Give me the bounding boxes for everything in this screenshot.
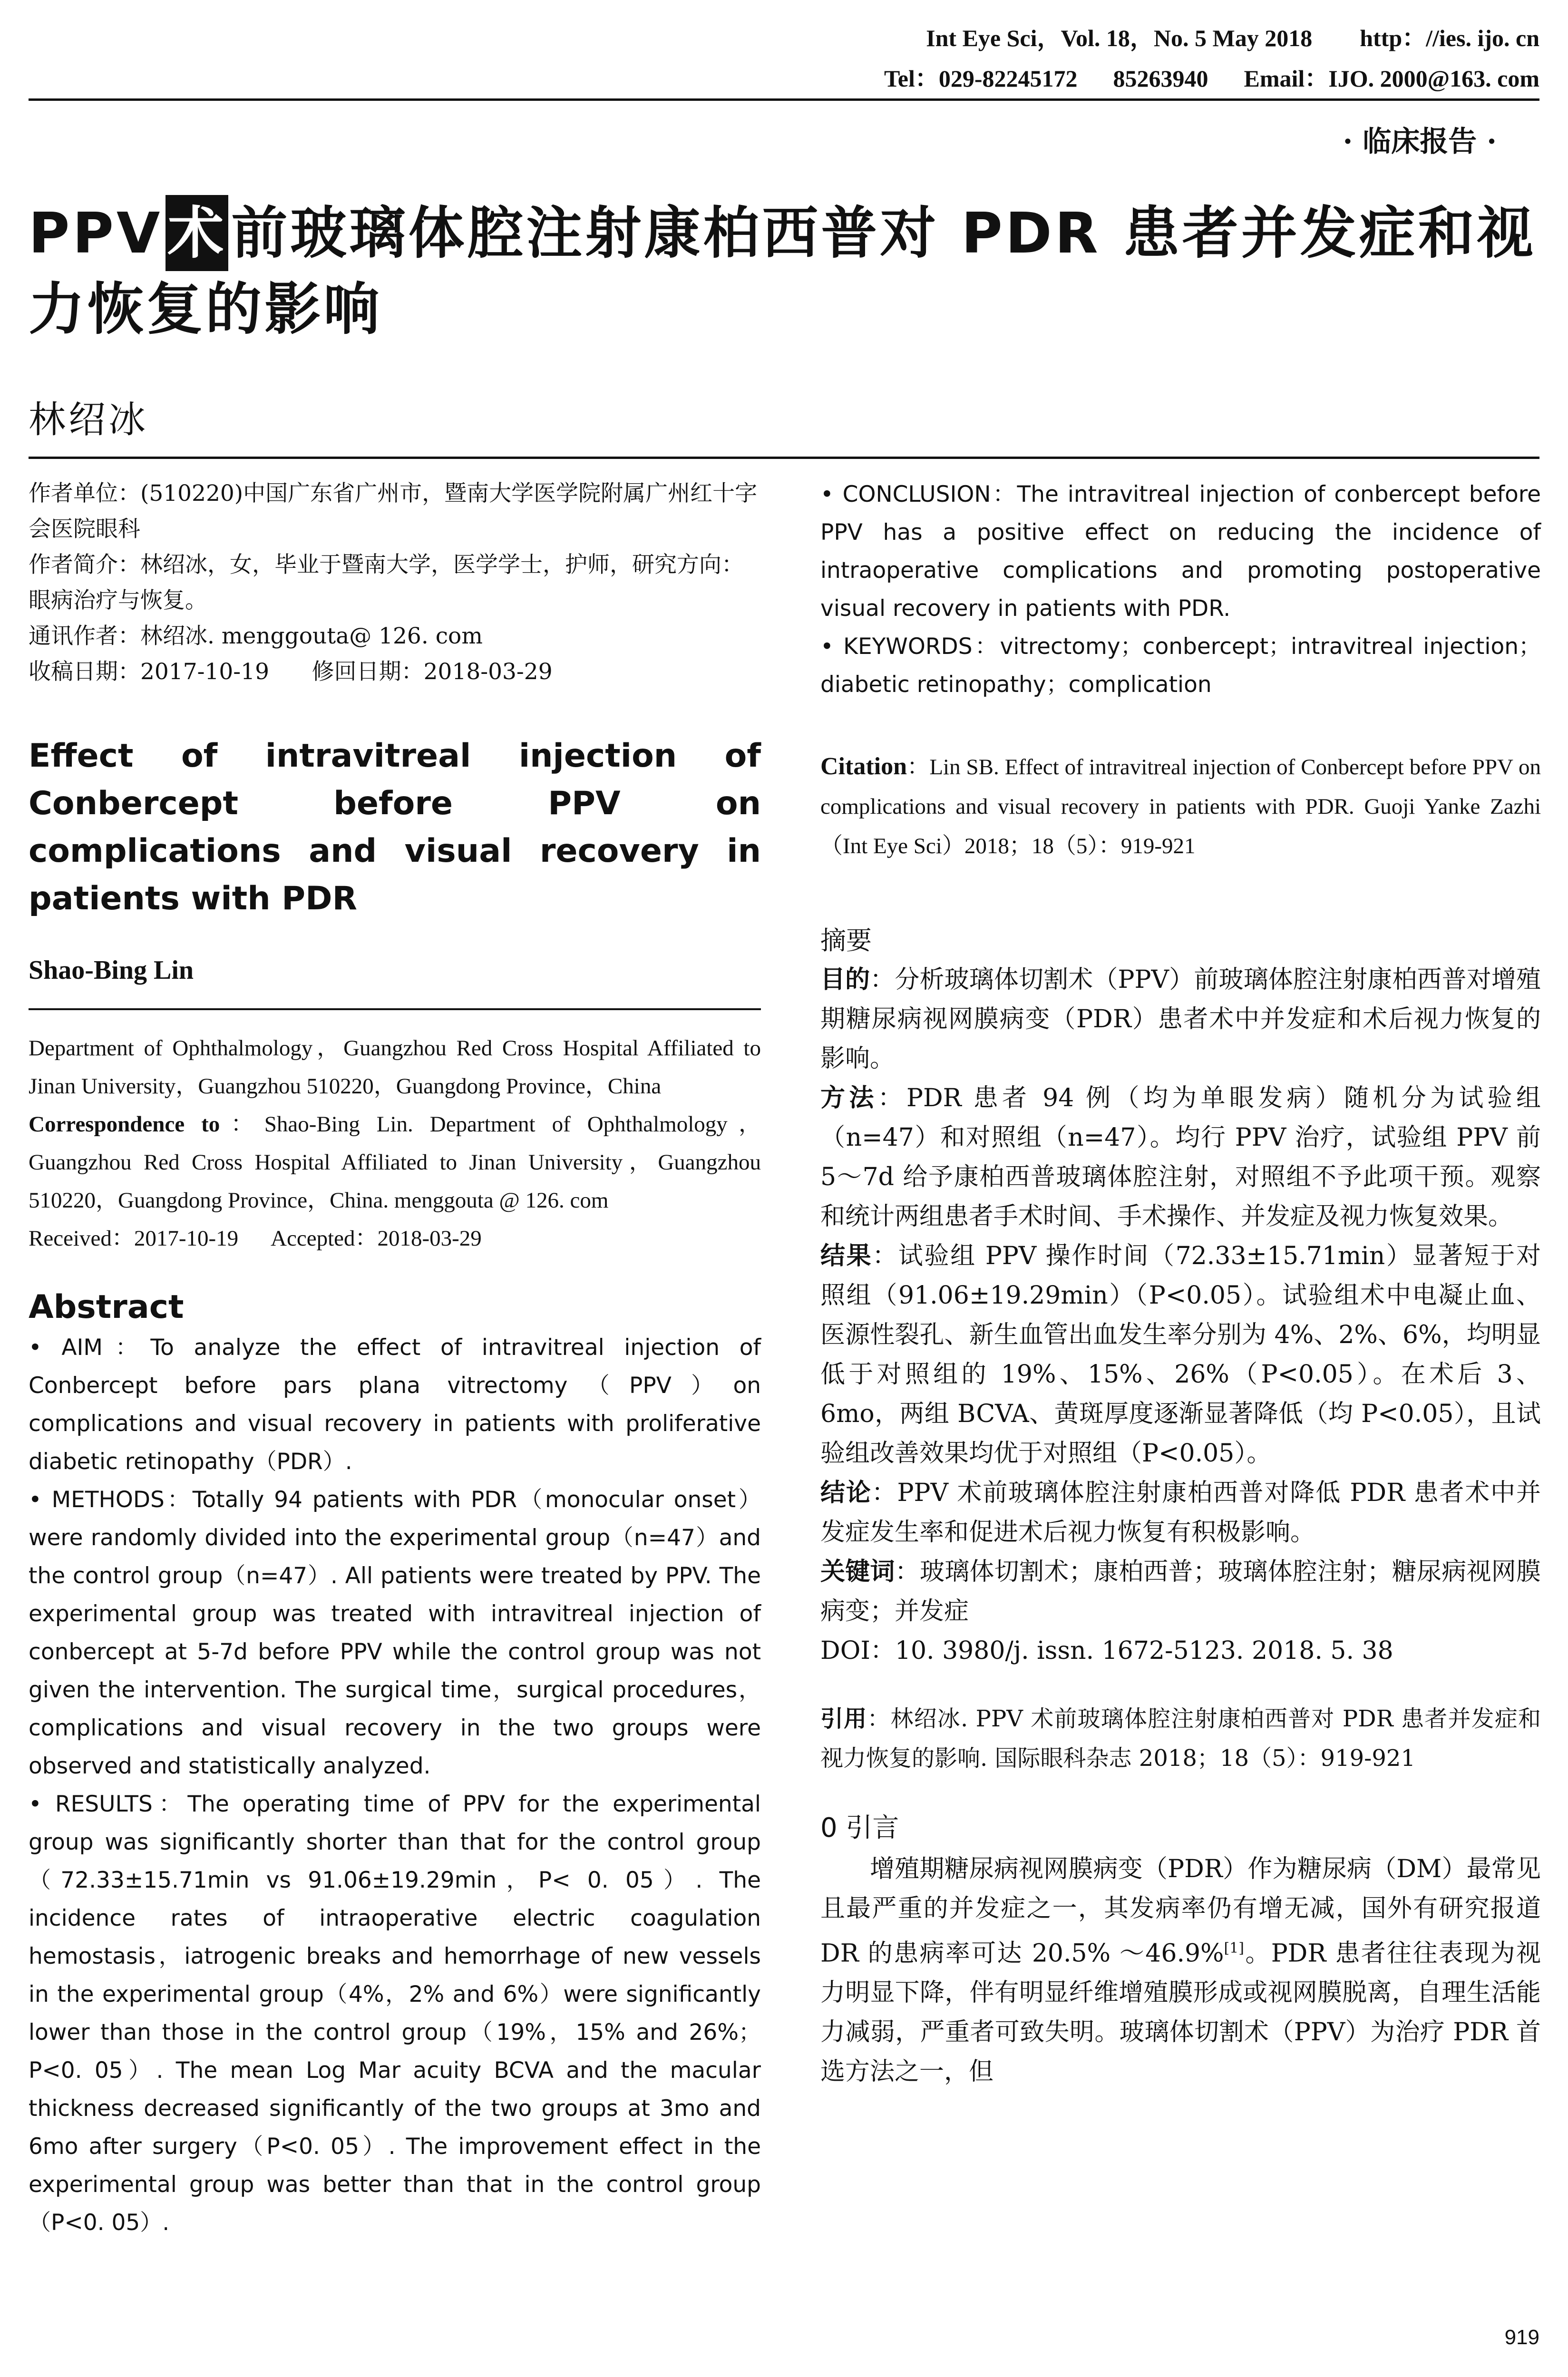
abstract-keywords: • KEYWORDS：vitrectomy；conbercept；intravitreal injection；diabetic retinopathy；complication (820, 633, 1541, 698)
abstract-cn-result (820, 1237, 1541, 1473)
citation-label: Citation (820, 753, 907, 780)
title-rest: 前玻璃体腔注射康柏西普对 PDR 患者并发症和视力恢复的影响 (29, 200, 1536, 342)
page-number: 919 (1504, 2326, 1539, 2349)
abstract-cn-heading: 摘要 (820, 925, 872, 955)
author-affiliation-cn: 作者单位：(510220)中国广东省广州市，暨南大学医学院附属广州红十字会医院眼科 (29, 480, 758, 542)
abstract-en-continued (820, 476, 1541, 704)
keywords-text: ：玻璃体切割术；康柏西普；玻璃体腔注射；糖尿病视网膜病变；并发症 (820, 1558, 1541, 1626)
correspondence-label: Correspondence to (29, 1112, 220, 1137)
author-bio-cn: 作者简介：林绍冰，女，毕业于暨南大学，医学学士，护师，研究方向：眼病治疗与恢复。 (29, 552, 744, 614)
author-name-en: Shao-Bing Lin (29, 955, 194, 985)
affiliation-text: Department of Ophthalmology，Guangzhou Red Cross Hospital Affiliated to Jinan University，Guangzhou 510220，Guangdong Province，China (29, 1036, 761, 1099)
abstract-cn-conclusion (820, 1473, 1541, 1552)
author-name-cn: 林绍冰 (29, 399, 149, 441)
section-tag: · 临床报告 · (1343, 125, 1497, 158)
intro-paragraph (820, 1850, 1541, 2092)
method-text: ：PDR 患者 94 例（均为单眼发病）随机分为试验组（n=47）和对照组（n=47）。均行 PPV 治疗，试验组 PPV 前 5～7d 给予康柏西普玻璃体腔注射，对照组不予此项干预。观察和统计两组患者手术时间、手术操作、并发症及视力恢复效果。 (820, 1084, 1541, 1231)
keywords-label: 关键词 (820, 1558, 895, 1586)
abstract-en (29, 1329, 761, 2242)
intro-text-b: 。PDR 患者往往表现为视力明显下降，伴有明显纤维增殖膜形成或视网膜脱离，自理生活能力减弱，严重者可致失明。玻璃体切割术（PPV）为治疗 PDR 首选方法之一，但 (820, 1939, 1541, 2086)
title-highlighted-char: 术 (166, 195, 228, 271)
reference-marker[interactable]: [1] (1224, 1940, 1244, 1957)
doi: DOI：10. 3980/j. issn. 1672-5123. 2018. 5. 38 (820, 1637, 1393, 1665)
intro-text-a: 增殖期糖尿病视网膜病变（PDR）作为糖尿病（DM）最常见且最严重的并发症之一，其发病率仍有增无减，国外有研究报道 DR 的患病率可达 20.5% ～46.9% (820, 1855, 1541, 1968)
abstract-results: • RESULTS：The operating time of PPV for the experimental group was significantly shorter than that for the control group（72.33±15.71min vs 91.06±19.29min，P< 0. 05）. The incidence rates of intraoperative electric coagulation hemostasis，iatrogenic breaks and hemorrhage of new vessels in the experimental group（4%，2% and 6%）were significantly lower than those in the control group（19%，15% and 26%；P<0. 05）. The mean Log Mar acuity BCVA and the macular thickness decreased significantly of the two groups at 3mo and 6mo after surgery（P<0. 05）. The improvement effect in the experimental group was better than that in the control group（P<0. 05）. (29, 1791, 761, 2236)
right-column (820, 476, 1541, 2092)
purpose-text: ：分析玻璃体切割术（PPV）前玻璃体腔注射康柏西普对增殖期糖尿病视网膜病变（PDR）患者术中并发症和术后视力恢复的影响。 (820, 965, 1541, 1073)
journal-info: Int Eye Sci，Vol. 18，No. 5 May 2018 http：//ies. ijo. cn (926, 25, 1539, 51)
correspondence-text: ：Shao-Bing Lin. Department of Ophthalmology，Guangzhou Red Cross Hospital Affiliated to Jinan University，Guangzhou 510220，Guangdong Province，China. menggouta @ 126. com (29, 1112, 761, 1213)
corresponding-author-cn: 通讯作者：林绍冰. menggouta@ 126. com (29, 623, 483, 649)
author-info-cn (29, 476, 761, 690)
affiliation-en (29, 1029, 761, 1219)
received-dates-en: Received：2017-10-19 Accepted：2018-03-29 (29, 1226, 482, 1251)
citation-cn-text: ：林绍冰. PPV 术前玻璃体腔注射康柏西普对 PDR 患者并发症和视力恢复的影响. 国际眼科杂志 2018；18（5）：919-921 (820, 1705, 1541, 1772)
abstract-aim: • AIM：To analyze the effect of intravitreal injection of Conbercept before pars plana vitrectomy（PPV）on complications and visual recovery in patients with proliferative diabetic retinopathy（PDR）. (29, 1335, 761, 1475)
dates-cn: 收稿日期：2017-10-19 修回日期：2018-03-29 (29, 659, 553, 685)
author-rule (29, 1008, 761, 1010)
abstract-heading: Abstract (29, 1288, 184, 1326)
journal-contact: Tel：029-82245172 85263940 Email：IJO. 2000@163. com (884, 65, 1539, 92)
article-title-en: Effect of intravitreal injection of Conbercept before PPV on complications and visual recovery in patients with PDR (29, 737, 761, 917)
header-rule (29, 98, 1539, 101)
conclusion-label: 结论 (820, 1479, 872, 1507)
citation-cn-label: 引用 (820, 1705, 867, 1732)
citation-text: ：Lin SB. Effect of intravitreal injection of Conbercept before PPV on complications and visual recovery in patients with PDR. Guoji Yanke Zazhi（Int Eye Sci）2018；18（5）：919-921 (820, 755, 1541, 858)
intro-heading: 0 引言 (820, 1812, 899, 1843)
abstract-cn (820, 921, 1541, 1671)
purpose-label: 目的 (820, 965, 870, 994)
result-label: 结果 (820, 1242, 873, 1270)
abstract-conclusion: • CONCLUSION：The intravitreal injection of conbercept before PPV has a positive effect on reducing the incidence of intraoperative complications and promoting postoperative visual recovery in patients with PDR. (820, 481, 1541, 622)
result-text: ：试验组 PPV 操作时间（72.33±15.71min）显著短于对照组（91.06±19.29min）（P<0.05）。试验组术中电凝止血、医源性裂孔、新生血管出血发生率分别为 4%、2%、6%，均明显低于对照组的 19%、15%、26%（P<0.05）。在术后 3、6mo，两组 BCVA、黄斑厚度逐渐显著降低（均 P<0.05），且试验组改善效果均优于对照组（P<0.05）。 (820, 1242, 1541, 1468)
method-label: 方法 (820, 1084, 878, 1112)
citation-en (820, 747, 1541, 866)
title-prefix: PPV (29, 200, 163, 266)
conclusion-text: ：PPV 术前玻璃体腔注射康柏西普对降低 PDR 患者术中并发症发生率和促进术后视力恢复有积极影响。 (820, 1479, 1541, 1547)
abstract-cn-keywords (820, 1552, 1541, 1631)
article-title-cn (29, 195, 1550, 347)
abstract-methods: • METHODS：Totally 94 patients with PDR（monocular onset）were randomly divided into the experimental group（n=47）and the control group（n=47）. All patients were treated by PPV. The experimental group was treated with intravitreal injection of conbercept at 5-7d before PPV while the control group was not given the intervention. The surgical time，surgical procedures，complications and visual recovery in the two groups were observed and statistically analyzed. (29, 1487, 761, 1779)
left-column (29, 476, 761, 2242)
abstract-cn-method (820, 1079, 1541, 1237)
title-rule (29, 457, 1539, 459)
abstract-cn-purpose (820, 960, 1541, 1079)
correspondence-en (29, 1105, 761, 1219)
citation-cn (820, 1699, 1541, 1778)
